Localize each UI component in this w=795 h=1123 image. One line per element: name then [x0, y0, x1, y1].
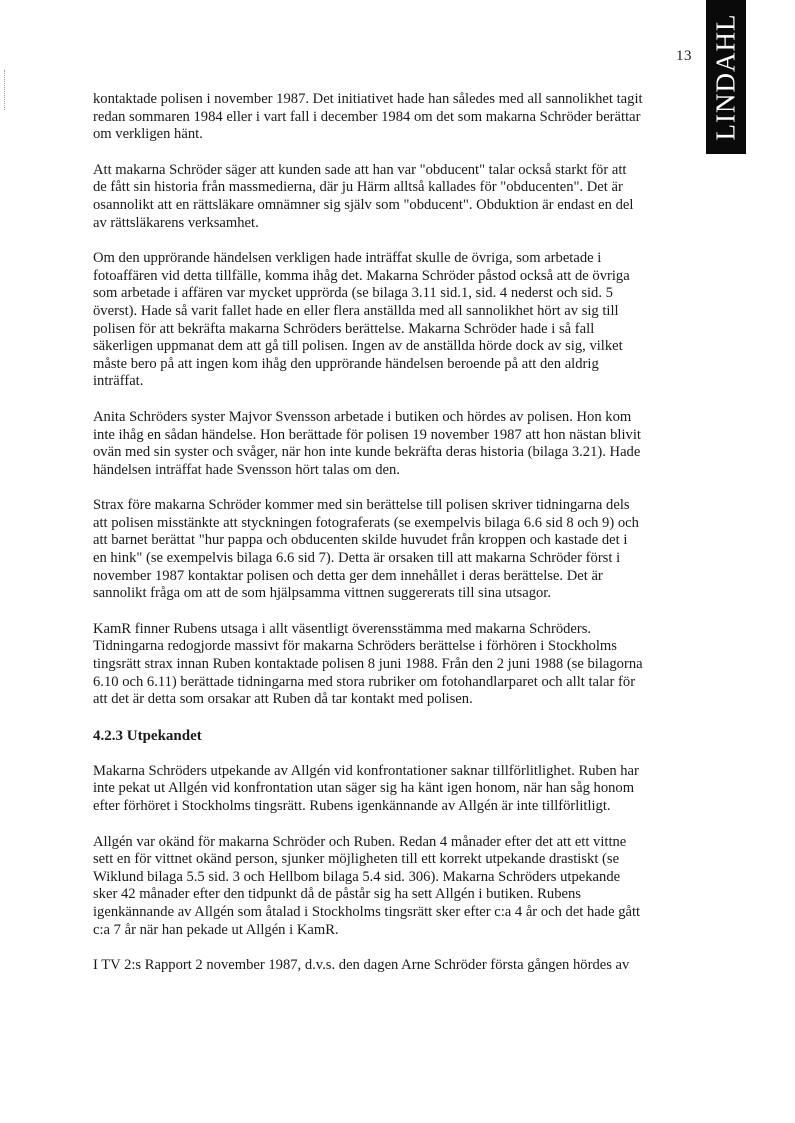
paragraph-p6 [93, 621, 706, 709]
text-line: de fått sin historia från massmedierna, där ju Härm alltså kallades för "obducenten". Det är [93, 179, 623, 196]
text-line: Tidningarna redogjorde massivt för makarna Schröders berättelse i förhören i Stockholms [93, 638, 617, 655]
margin-dots [4, 70, 7, 110]
text-line: som arbetade i affären var mycket upprörda (se bilaga 3.11 sid.1, sid. 4 nederst och sid. 5 [93, 285, 613, 302]
text-line: Anita Schröders syster Majvor Svensson arbetade i butiken och hördes av polisen. Hon kom [93, 408, 632, 425]
paragraph-s1 [93, 763, 706, 816]
page-number: 13 [676, 48, 692, 64]
text-line: november 1987 kontaktar polisen och detta ger dem innehållet i deras berättelse. Det är [93, 567, 603, 584]
text-line: Allgén var okänd för makarna Schröder och Ruben. Redan 4 månader efter det att ett vittne [93, 833, 627, 850]
text-line: av rättsläkarens verksamhet. [93, 214, 259, 231]
text-line: att barnet berättat "hur pappa och obducenten skilde huvudet från kroppen och kastade det i [93, 532, 628, 549]
text-line: efter förhöret i Stockholms tingsrätt. Rubens igenkännande av Allgén är inte tillförlitligt. [93, 798, 611, 814]
document-body [93, 91, 706, 993]
text-line: om verkligen hänt. [93, 126, 203, 143]
text-line: Om den upprörande händelsen verkligen hade inträffat skulle de övriga, som arbetade i [93, 250, 602, 267]
text-line: Makarna Schröders utpekande av Allgén vid konfrontationer saknar tillförlitlighet. Ruben har [93, 762, 639, 779]
text-line: KamR finner Rubens utsaga i allt väsentligt överensstämma med makarna Schröders. [93, 620, 592, 637]
lindahl-stamp [706, 0, 746, 154]
paragraph-p4 [93, 409, 706, 479]
text-line: osannolikt att en rättsläkare omnämner sig själv som "obducent". Obduktion är endast en del [93, 196, 634, 213]
paragraph-s2 [93, 834, 706, 940]
paragraph-p5 [93, 497, 706, 603]
paragraphs-section [93, 763, 706, 975]
text-line: sannolikt fråga om att de som hjälpsamma vittnen suggererats till sina utsagor. [93, 585, 551, 602]
text-line: I TV 2:s Rapport 2 november 1987, d.v.s. den dagen Arne Schröder första gången hördes av [93, 957, 630, 974]
paragraph-p3 [93, 250, 706, 391]
text-line: c:a 7 år när han pekade ut Allgén i KamR. [93, 921, 339, 938]
text-line: måste bero på att ingen kom ihåg den upprörande händelsen beroende på att den aldrig [93, 355, 599, 372]
paragraph-p1 [93, 91, 706, 144]
text-line: igenkännande av Allgén som åtalad i Stockholms tingsrätt sker efter c:a 4 år och det hade gått [93, 903, 641, 920]
text-line: inträffat. [93, 373, 144, 390]
text-line: 6.10 och 6.11) berättade tidningarna med stora rubriker om fotohandlarparet och allt talar för [93, 673, 636, 690]
text-line: Att makarna Schröder säger att kunden sade att han var "obducent" talar också starkt för att [93, 161, 627, 178]
text-line: överst). Hade så varit fallet hade en eller flera anställda med all sannolikhet hört av sig till [93, 302, 619, 319]
text-line: tingsrätt strax innan Ruben kontaktade polisen 8 juni 1988. Från den 2 juni 1988 (se bilagorna [93, 656, 643, 673]
text-line: sker 42 månader efter den tidpunkt då de påstår sig ha sett Allgén i butiken. Rubens [93, 886, 581, 903]
paragraph-p2 [93, 162, 706, 232]
text-line: sett en för vittnet okänd person, sjunker möjligheten till ett korrekt utpekande drastiskt (se [93, 851, 620, 868]
text-line: säkerligen uppmanat dem att gå till polisen. Ingen av de anställda hörde dock av sig, vilket [93, 338, 623, 355]
paragraph-s3 [93, 957, 706, 975]
text-line: Wiklund bilaga 5.5 sid. 3 och Hellbom bilaga 5.4 sid. 306). Makarna Schröders utpekande [93, 868, 621, 885]
text-line: Strax före makarna Schröder kommer med sin berättelse till polisen skriver tidningarna dels [93, 497, 630, 514]
text-line: polisen för att bekräfta makarna Schröders berättelse. Makarna Schröder hade i så fall [93, 320, 595, 337]
text-line: inte ihåg en sådan händelse. Hon berättade för polisen 19 november 1987 att hon nästan blivit [93, 426, 641, 443]
text-line: en hink" (se exempelvis bilaga 6.6 sid 7). Detta är orsaken till att makarna Schröder först i [93, 550, 621, 567]
paragraphs-top [93, 91, 706, 709]
stamp-text: LINDAHL [710, 13, 741, 141]
text-line: inte pekat ut Allgén vid konfrontation utan säger sig ha känt igen honom, när han såg honom [93, 780, 635, 797]
text-line: att polisen misstänkte att styckningen fotograferats (se exempelvis bilaga 6.6 sid 8 och 9) och [93, 514, 639, 531]
text-line: redan sommaren 1984 eller i vart fall i december 1984 om det som makarna Schröder berättar [93, 108, 641, 125]
text-line: kontaktade polisen i november 1987. Det initiativet hade han således med all sannolikhet tagit [93, 91, 643, 107]
section-heading: 4.2.3 Utpekandet [93, 727, 202, 744]
text-line: att det är detta som orsakar att Ruben då tar kontakt med polisen. [93, 691, 473, 708]
text-line: ovän med sin syster och svåger, när hon inte kunde bekräfta deras historia (bilaga 3.21). Hade [93, 444, 641, 461]
text-line: händelsen inträffat hade Svensson hört talas om den. [93, 461, 400, 478]
text-line: fotoaffären vid detta tillfälle, komma ihåg det. Makarna Schröder påstod också att de övriga [93, 267, 630, 284]
